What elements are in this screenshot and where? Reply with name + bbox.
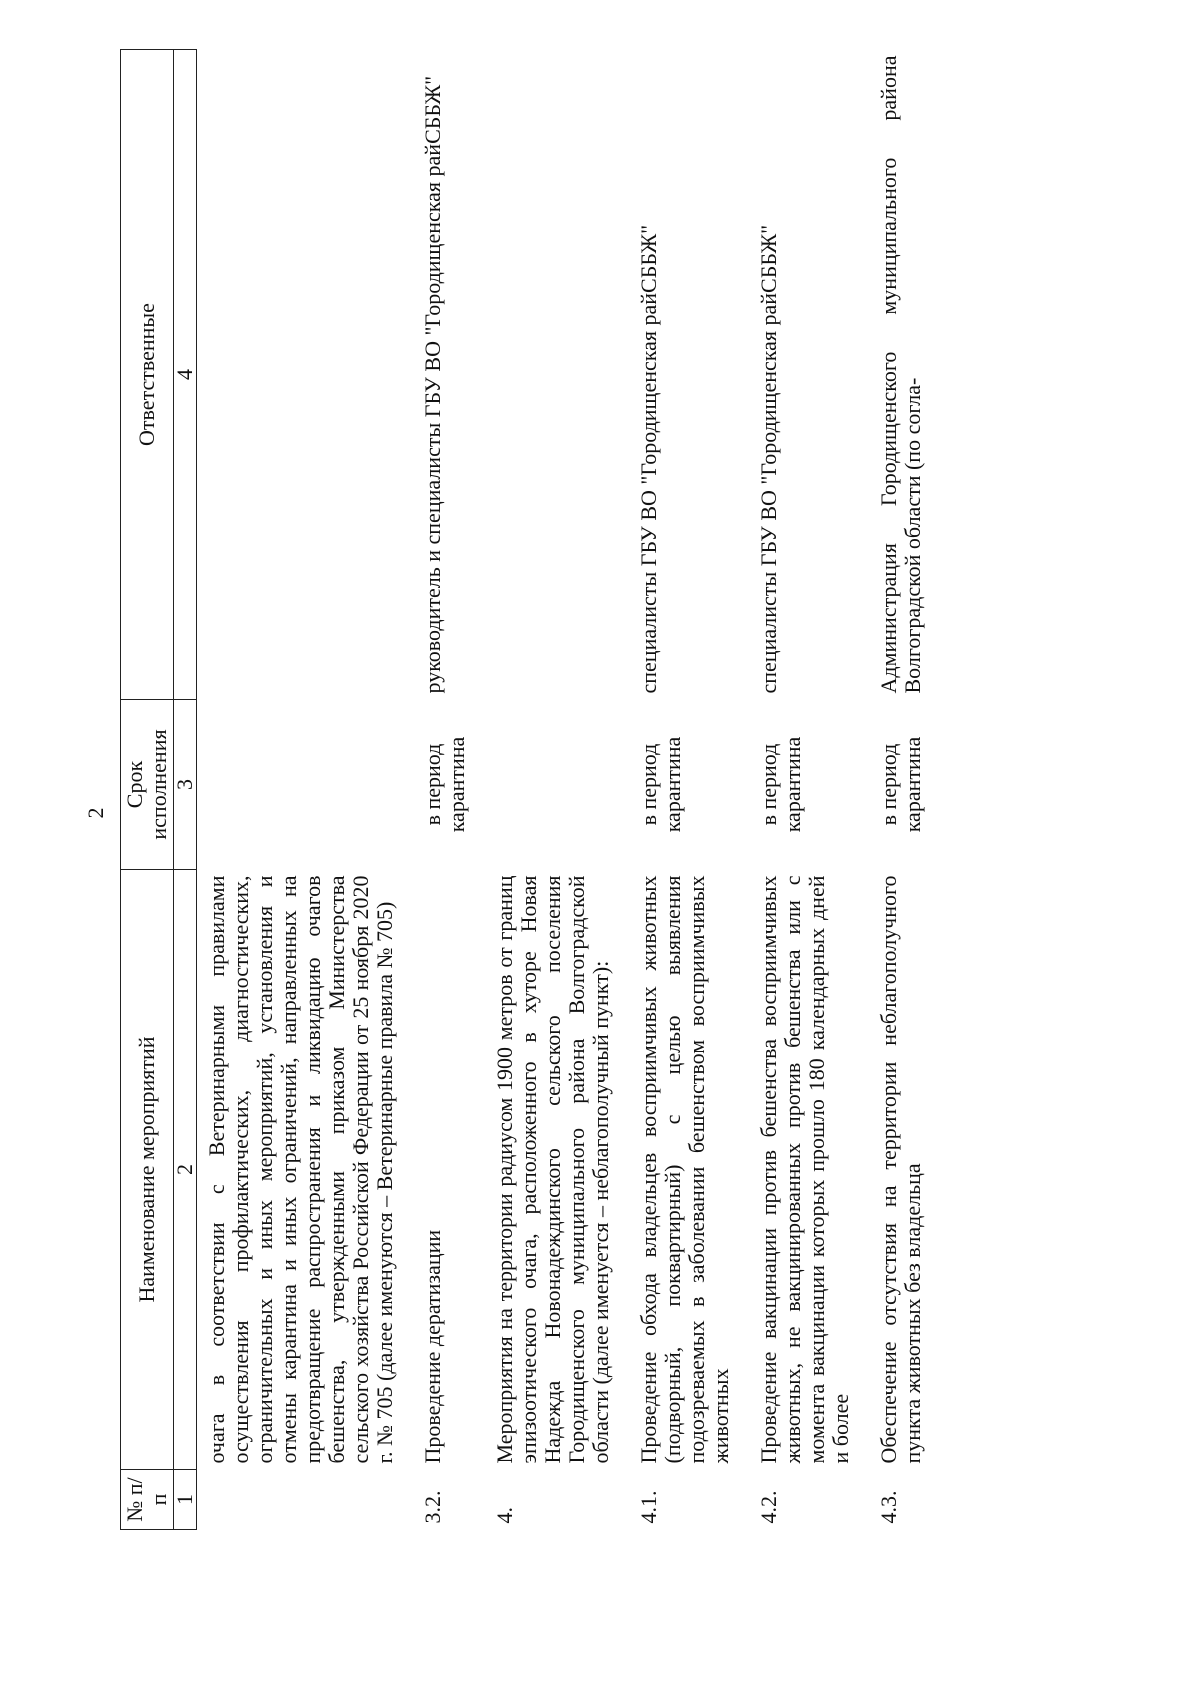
row-number: 4. (492, 1507, 517, 1524)
row-deadline (485, 700, 629, 870)
table-row (869, 50, 941, 1530)
row-number: 4.2. (756, 1490, 781, 1524)
row-measure-name: Обеспечение отсутствия на территории неблагополучного пункта животных без владельца (876, 875, 925, 1464)
row-responsible: специалисты ГБУ ВО "Городищенская райСББЖ" (636, 224, 661, 694)
row-number (197, 1470, 414, 1530)
table-row (485, 50, 629, 1530)
row-measure-name: Проведение обхода владельцев восприимчивых животных (подворный, поквартирный) с целью выявления подозреваемых в заболевании бешенством восприимчивых животных (636, 875, 733, 1464)
row-measure-name: Проведение дератизации (420, 1229, 445, 1464)
row-responsible: специалисты ГБУ ВО "Городищенская райСББЖ" (756, 224, 781, 694)
row-deadline: в период карантина (636, 736, 685, 833)
row-deadline: в период карантина (420, 736, 469, 833)
column-number-4: 4 (174, 50, 197, 700)
row-responsible: Администрация Городищенского муниципального района Волгоградской области (по согла- (876, 55, 925, 694)
table-row (197, 50, 414, 1530)
rotated-page-content (120, 50, 1085, 1530)
row-measure-name: Проведение вакцинации против бешенства восприимчивых животных, не вакцинированных против бешенства или с момента вакцинации которых прошло 180 календарных дней и более (756, 875, 853, 1464)
table-column-numbers-row (174, 50, 197, 1530)
row-responsible (197, 50, 414, 700)
table-row (749, 50, 869, 1530)
table-row (629, 50, 749, 1530)
header-responsible: Ответственные (121, 50, 174, 700)
column-number-3: 3 (174, 700, 197, 870)
measures-table (120, 49, 941, 1530)
row-measure-name: Мероприятия на территории радиусом 1900 метров от границ эпизоотического очага, расположенного в хуторе Новая Надежда Новонадеждинского сельского поселения Городищенского муниципального района Волгоградской области (далее именуется – неблагополучный пункт): (492, 875, 613, 1464)
column-number-2: 2 (174, 870, 197, 1470)
row-number: 3.2. (420, 1490, 445, 1524)
row-measure-name: очага в соответствии с Ветеринарными правилами осуществления профилактических, диагностических, ограничительных и иных мероприятий, установления и отмены карантина и иных ограничений, направленных на предотвращение распространения и ликвидацию очагов бешенства, утвержденными приказом Министерства сельского хозяйства Российской Федерации от 25 ноября 2020 г. № 705 (далее именуются – Ветеринарные правила № 705) (204, 875, 397, 1464)
row-number: 4.3. (876, 1490, 901, 1524)
row-responsible: руководитель и специалисты ГБУ ВО "Городищенская райСББЖ" (420, 75, 445, 694)
row-deadline (197, 700, 414, 870)
header-deadline: Срок исполнения (121, 700, 174, 870)
table-header-row (121, 50, 174, 1530)
column-number-1: 1 (174, 1470, 197, 1530)
row-responsible (485, 50, 629, 700)
row-number: 4.1. (636, 1490, 661, 1524)
table-row (413, 50, 485, 1530)
header-number: № п/п (121, 1470, 174, 1530)
header-measure-name: Наименование мероприятий (121, 870, 174, 1470)
row-deadline: в период карантина (756, 736, 805, 833)
row-deadline: в период карантина (876, 736, 925, 833)
page-number: 2 (83, 807, 108, 819)
